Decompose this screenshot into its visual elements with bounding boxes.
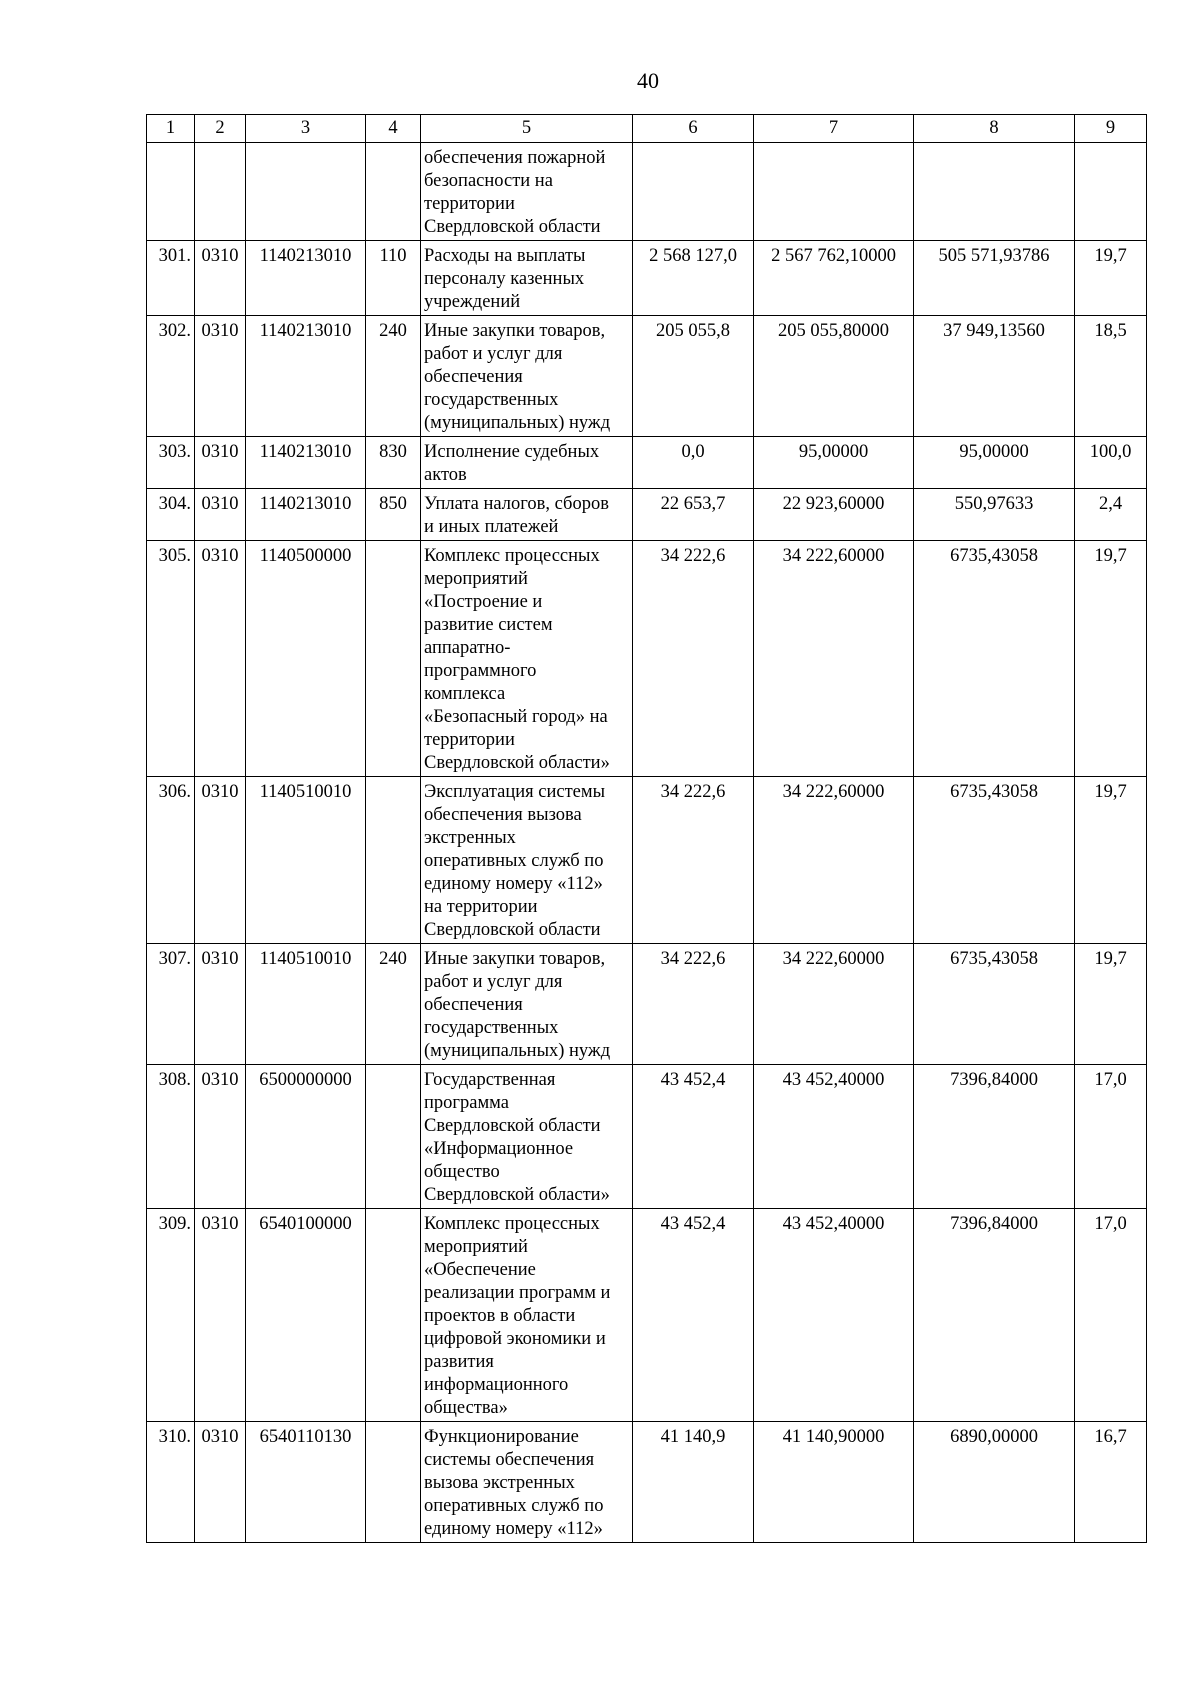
- column-header: 1: [147, 115, 195, 143]
- column-header: 9: [1075, 115, 1147, 143]
- plan-amount-cell: 34 222,6: [633, 944, 754, 1065]
- column-header: 5: [421, 115, 633, 143]
- executed-amount-cell: 6735,43058: [914, 944, 1075, 1065]
- section-code-cell: 0310: [195, 1209, 246, 1422]
- expense-type-cell: [366, 1065, 421, 1209]
- row-number-cell: 307.: [147, 944, 195, 1065]
- table-row: [147, 541, 1147, 777]
- expense-type-cell: 240: [366, 944, 421, 1065]
- table-row: [147, 1422, 1147, 1543]
- target-code-cell: 1140213010: [246, 437, 366, 489]
- plan-amount-cell: 34 222,6: [633, 541, 754, 777]
- table-row: [147, 316, 1147, 437]
- plan-amount-cell: 34 222,6: [633, 777, 754, 944]
- refined-amount-cell: 34 222,60000: [754, 777, 914, 944]
- table-row: [147, 241, 1147, 316]
- row-number-cell: 306.: [147, 777, 195, 944]
- column-header: 4: [366, 115, 421, 143]
- executed-amount-cell: 6735,43058: [914, 541, 1075, 777]
- expense-type-cell: [366, 1209, 421, 1422]
- row-number-cell: 303.: [147, 437, 195, 489]
- target-code-cell: 1140510010: [246, 777, 366, 944]
- section-code-cell: 0310: [195, 777, 246, 944]
- row-number-cell: 302.: [147, 316, 195, 437]
- percent-cell: 19,7: [1075, 541, 1147, 777]
- expense-type-cell: [366, 777, 421, 944]
- percent-cell: 16,7: [1075, 1422, 1147, 1543]
- target-code-cell: 1140213010: [246, 316, 366, 437]
- refined-amount-cell: 34 222,60000: [754, 541, 914, 777]
- target-code-cell: 6540100000: [246, 1209, 366, 1422]
- column-header: 6: [633, 115, 754, 143]
- target-code-cell: 6500000000: [246, 1065, 366, 1209]
- expense-type-cell: 110: [366, 241, 421, 316]
- item-name-cell: Исполнение судебных актов: [421, 437, 633, 489]
- expense-type-cell: 850: [366, 489, 421, 541]
- refined-amount-cell: 43 452,40000: [754, 1065, 914, 1209]
- row-number-cell: 308.: [147, 1065, 195, 1209]
- section-code-cell: 0310: [195, 437, 246, 489]
- refined-amount-cell: 43 452,40000: [754, 1209, 914, 1422]
- plan-amount-cell: 205 055,8: [633, 316, 754, 437]
- section-code-cell: [195, 143, 246, 241]
- target-code-cell: 1140213010: [246, 241, 366, 316]
- refined-amount-cell: 22 923,60000: [754, 489, 914, 541]
- expense-type-cell: 830: [366, 437, 421, 489]
- percent-cell: 2,4: [1075, 489, 1147, 541]
- column-header: 7: [754, 115, 914, 143]
- executed-amount-cell: [914, 143, 1075, 241]
- refined-amount-cell: 2 567 762,10000: [754, 241, 914, 316]
- section-code-cell: 0310: [195, 541, 246, 777]
- item-name-cell: Расходы на выплаты персоналу казенных учреждений: [421, 241, 633, 316]
- item-name-cell: Государственная программа Свердловской области «Информационное общество Свердловской области»: [421, 1065, 633, 1209]
- row-number-cell: 309.: [147, 1209, 195, 1422]
- budget-table: [146, 114, 1147, 1543]
- plan-amount-cell: 22 653,7: [633, 489, 754, 541]
- item-name-cell: Комплекс процессных мероприятий «Обеспечение реализации программ и проектов в области цифровой экономики и развития информационного общества»: [421, 1209, 633, 1422]
- refined-amount-cell: 41 140,90000: [754, 1422, 914, 1543]
- target-code-cell: 1140510010: [246, 944, 366, 1065]
- executed-amount-cell: 7396,84000: [914, 1209, 1075, 1422]
- expense-type-cell: [366, 143, 421, 241]
- target-code-cell: [246, 143, 366, 241]
- page-number: 40: [637, 68, 659, 93]
- item-name-cell: Иные закупки товаров, работ и услуг для обеспечения государственных (муниципальных) нужд: [421, 944, 633, 1065]
- expense-type-cell: [366, 1422, 421, 1543]
- executed-amount-cell: 6890,00000: [914, 1422, 1075, 1543]
- row-number-cell: 304.: [147, 489, 195, 541]
- expense-type-cell: 240: [366, 316, 421, 437]
- header-row: [147, 115, 1147, 143]
- executed-amount-cell: 37 949,13560: [914, 316, 1075, 437]
- target-code-cell: 6540110130: [246, 1422, 366, 1543]
- column-header: 2: [195, 115, 246, 143]
- plan-amount-cell: 0,0: [633, 437, 754, 489]
- column-header: 8: [914, 115, 1075, 143]
- refined-amount-cell: 205 055,80000: [754, 316, 914, 437]
- percent-cell: [1075, 143, 1147, 241]
- section-code-cell: 0310: [195, 1065, 246, 1209]
- table-row: [147, 777, 1147, 944]
- table-body: [147, 143, 1147, 1543]
- table-row: [147, 1209, 1147, 1422]
- section-code-cell: 0310: [195, 316, 246, 437]
- refined-amount-cell: 95,00000: [754, 437, 914, 489]
- target-code-cell: 1140500000: [246, 541, 366, 777]
- expense-type-cell: [366, 541, 421, 777]
- percent-cell: 19,7: [1075, 241, 1147, 316]
- section-code-cell: 0310: [195, 241, 246, 316]
- section-code-cell: 0310: [195, 944, 246, 1065]
- column-header: 3: [246, 115, 366, 143]
- percent-cell: 100,0: [1075, 437, 1147, 489]
- table-row: [147, 944, 1147, 1065]
- plan-amount-cell: 2 568 127,0: [633, 241, 754, 316]
- percent-cell: 18,5: [1075, 316, 1147, 437]
- plan-amount-cell: [633, 143, 754, 241]
- refined-amount-cell: 34 222,60000: [754, 944, 914, 1065]
- item-name-cell: Функционирование системы обеспечения вызова экстренных оперативных служб по единому номеру «112»: [421, 1422, 633, 1543]
- table-row: [147, 143, 1147, 241]
- row-number-cell: [147, 143, 195, 241]
- item-name-cell: обеспечения пожарной безопасности на территории Свердловской области: [421, 143, 633, 241]
- table-row: [147, 1065, 1147, 1209]
- target-code-cell: 1140213010: [246, 489, 366, 541]
- percent-cell: 17,0: [1075, 1065, 1147, 1209]
- percent-cell: 19,7: [1075, 944, 1147, 1065]
- executed-amount-cell: 6735,43058: [914, 777, 1075, 944]
- item-name-cell: Комплекс процессных мероприятий «Построение и развитие систем аппаратно- программного комплекса «Безопасный город» на территории Свердловской области»: [421, 541, 633, 777]
- executed-amount-cell: 7396,84000: [914, 1065, 1075, 1209]
- executed-amount-cell: 95,00000: [914, 437, 1075, 489]
- table-row: [147, 489, 1147, 541]
- item-name-cell: Эксплуатация системы обеспечения вызова экстренных оперативных служб по единому номеру «112» на территории Свердловской области: [421, 777, 633, 944]
- refined-amount-cell: [754, 143, 914, 241]
- plan-amount-cell: 43 452,4: [633, 1209, 754, 1422]
- plan-amount-cell: 43 452,4: [633, 1065, 754, 1209]
- plan-amount-cell: 41 140,9: [633, 1422, 754, 1543]
- row-number-cell: 301.: [147, 241, 195, 316]
- executed-amount-cell: 505 571,93786: [914, 241, 1075, 316]
- row-number-cell: 305.: [147, 541, 195, 777]
- row-number-cell: 310.: [147, 1422, 195, 1543]
- section-code-cell: 0310: [195, 1422, 246, 1543]
- executed-amount-cell: 550,97633: [914, 489, 1075, 541]
- table-row: [147, 437, 1147, 489]
- percent-cell: 19,7: [1075, 777, 1147, 944]
- item-name-cell: Уплата налогов, сборов и иных платежей: [421, 489, 633, 541]
- section-code-cell: 0310: [195, 489, 246, 541]
- item-name-cell: Иные закупки товаров, работ и услуг для обеспечения государственных (муниципальных) нужд: [421, 316, 633, 437]
- percent-cell: 17,0: [1075, 1209, 1147, 1422]
